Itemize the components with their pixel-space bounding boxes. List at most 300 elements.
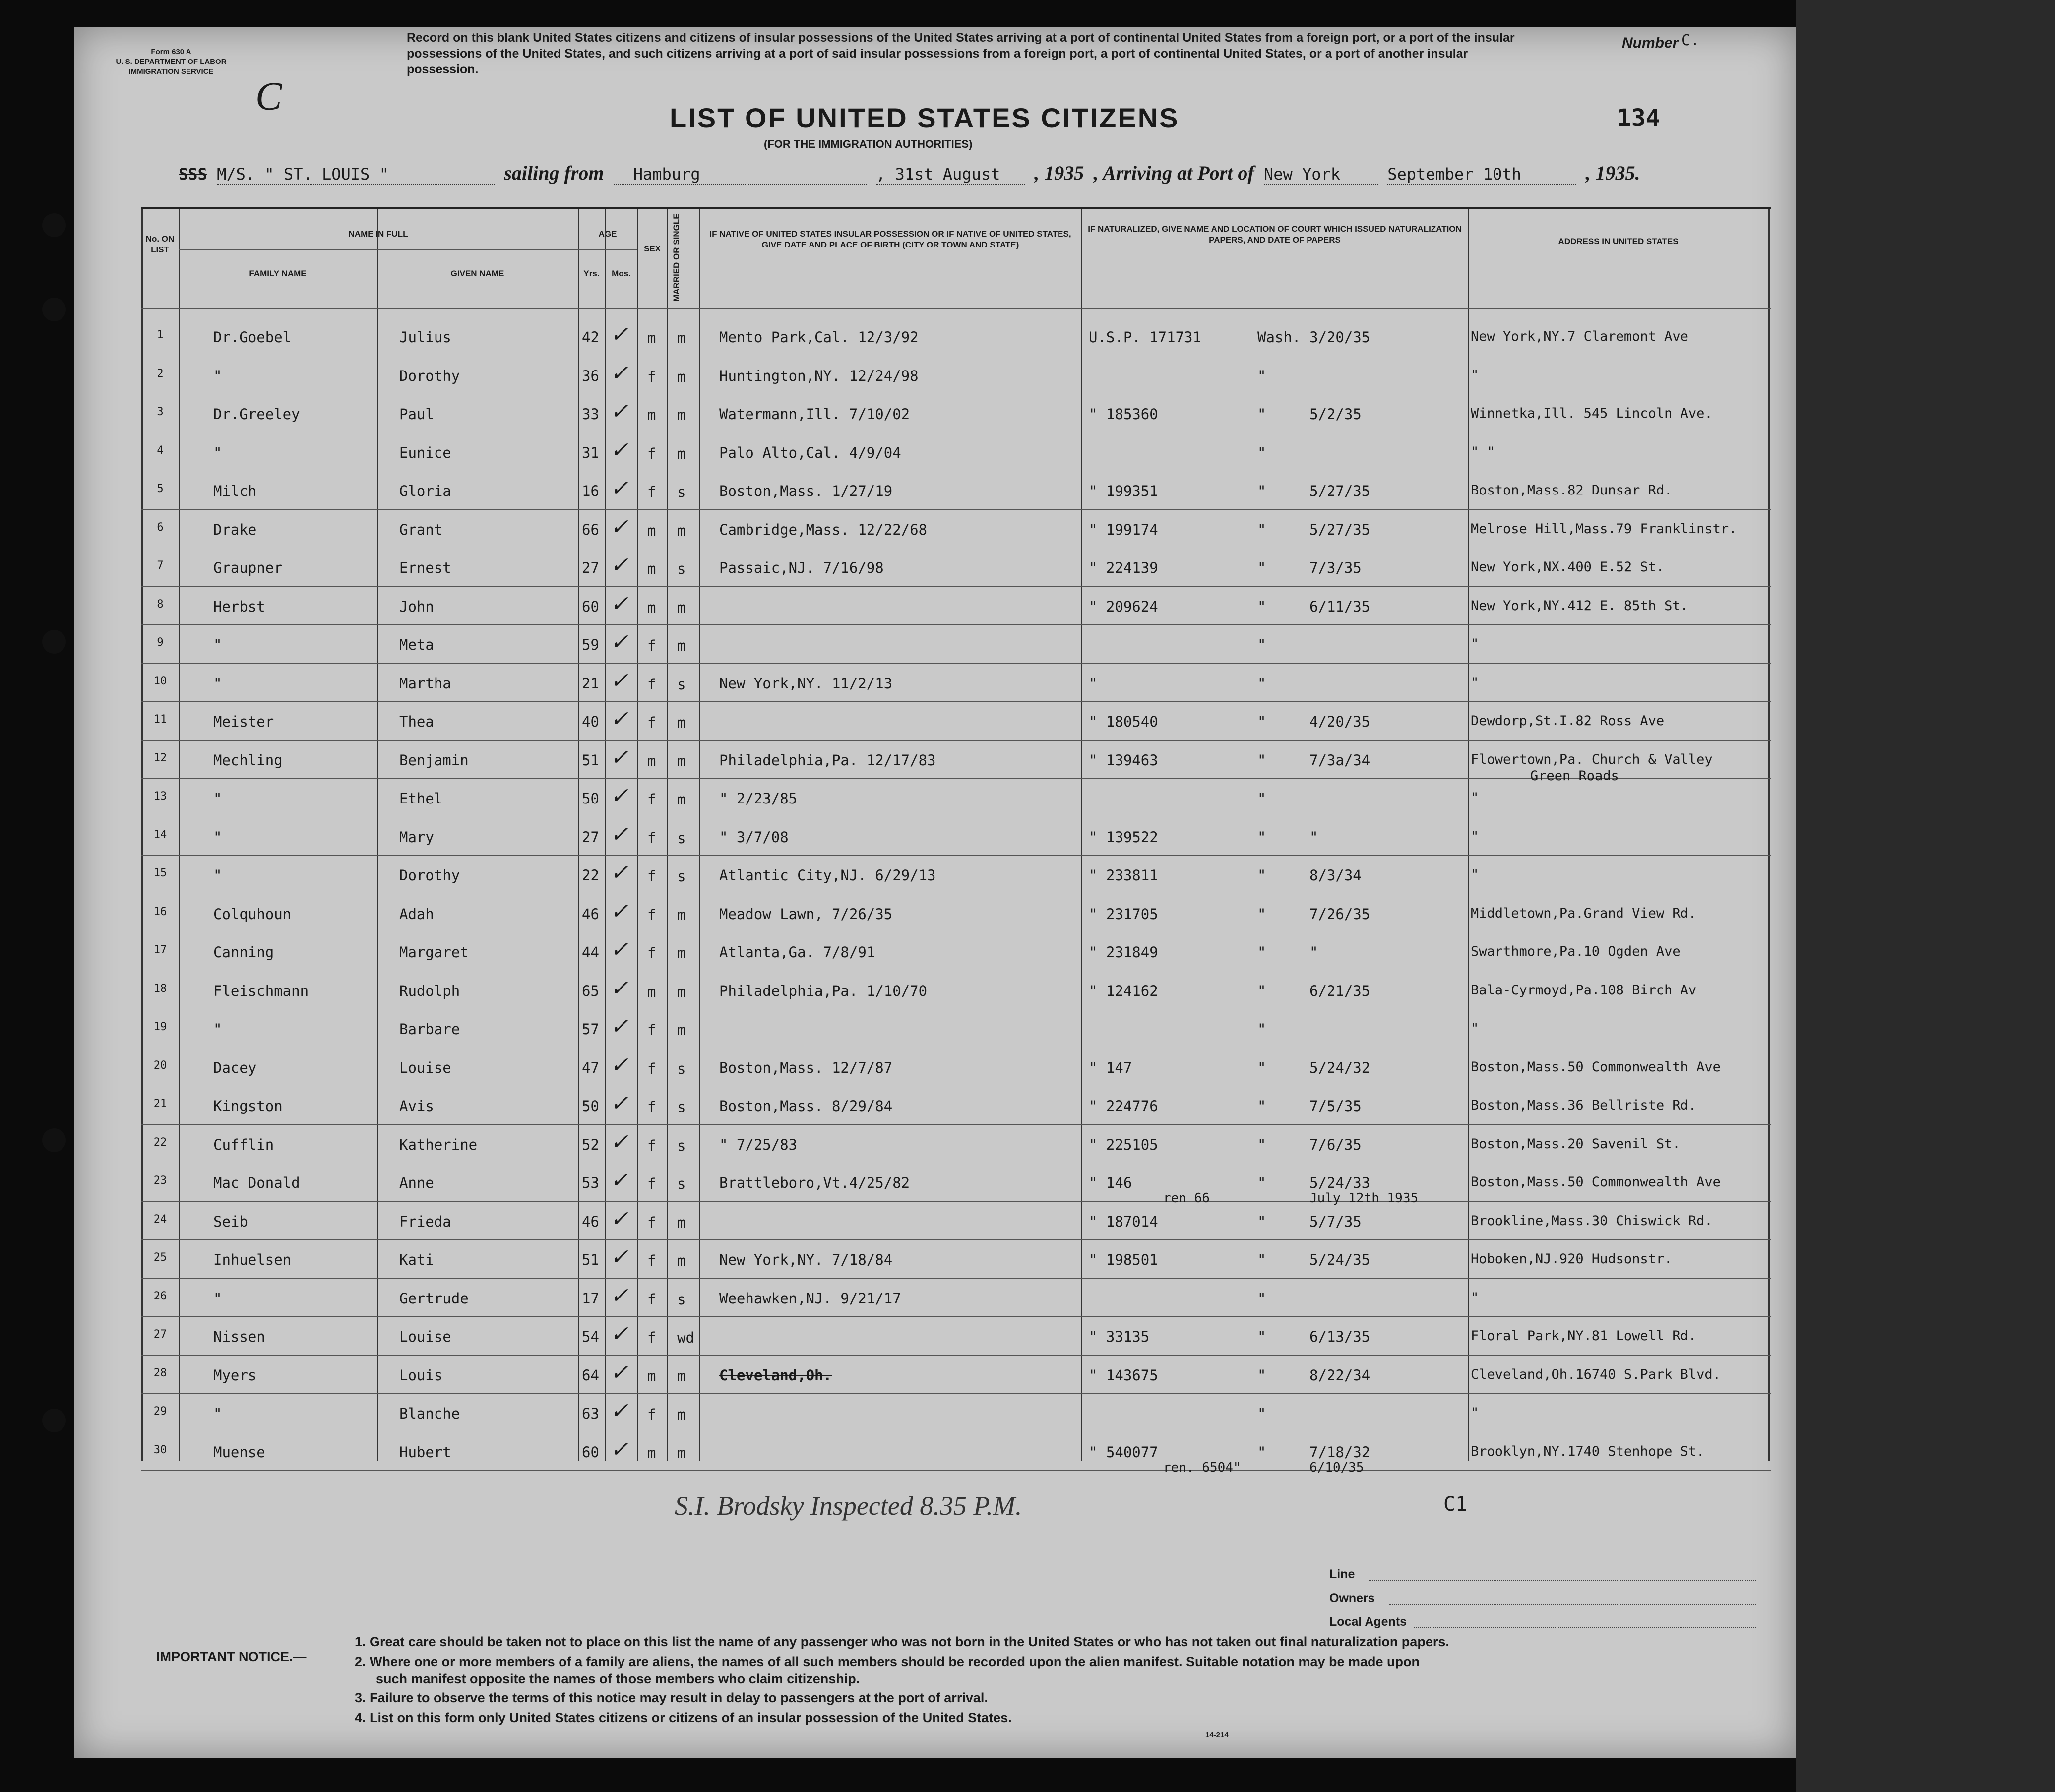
naturalization-court: " xyxy=(1257,1443,1266,1461)
notice-item: 4. List on this form only United States citizens or citizens of an insular possession of the United States. xyxy=(355,1710,1012,1725)
naturalization-date: " xyxy=(1309,944,1318,961)
age-years: 21 xyxy=(582,675,599,692)
sex: f xyxy=(647,676,656,693)
age-months-check: ✓ xyxy=(610,1360,628,1385)
us-address: " xyxy=(1471,1021,1479,1036)
given-name: Kati xyxy=(399,1251,434,1268)
given-name: Rudolph xyxy=(399,982,460,999)
naturalization-court: " xyxy=(1257,713,1266,730)
age-months-check: ✓ xyxy=(610,861,628,885)
sex: m xyxy=(647,599,656,616)
age-months-check: ✓ xyxy=(610,937,628,962)
marital-status: s xyxy=(677,560,686,577)
marital-status: m xyxy=(677,945,686,962)
age-months-check: ✓ xyxy=(610,1283,628,1308)
age-years: 46 xyxy=(582,905,599,923)
naturalization-court: " xyxy=(1257,406,1266,423)
naturalization-court: " xyxy=(1257,982,1266,999)
age-months-check: ✓ xyxy=(610,899,628,924)
sex: m xyxy=(647,407,656,424)
us-address: New York,NY.7 Claremont Ave xyxy=(1471,329,1688,344)
footer-local-agents-field xyxy=(1414,1627,1756,1628)
sex: f xyxy=(647,368,656,385)
given-name: Julius xyxy=(399,329,451,346)
sex: f xyxy=(647,714,656,731)
naturalization-court: " xyxy=(1257,1059,1266,1076)
place-of-birth: Boston,Mass. 1/27/19 xyxy=(719,483,893,499)
given-name: Margaret xyxy=(399,944,469,961)
col-name-in-full: NAME IN FULL xyxy=(348,229,408,239)
naturalization-court: " xyxy=(1257,1098,1266,1114)
sex: f xyxy=(647,1099,656,1115)
naturalization-court: " xyxy=(1257,905,1266,923)
given-name: Barbare xyxy=(399,1021,460,1038)
marital-status: s xyxy=(677,1175,686,1192)
footer-line-label: Line xyxy=(1329,1567,1355,1581)
age-years: 65 xyxy=(582,982,599,999)
table-column-rule xyxy=(667,209,668,1461)
age-months-check: ✓ xyxy=(610,591,628,616)
us-address: Winnetka,Ill. 545 Lincoln Ave. xyxy=(1471,406,1713,421)
row-number: 15 xyxy=(153,867,167,879)
table-column-rule xyxy=(578,209,579,1461)
naturalization-certificate: " 540077 xyxy=(1089,1443,1158,1461)
us-address-continued: Green Roads xyxy=(1530,768,1619,784)
marital-status: s xyxy=(677,1060,686,1077)
naturalization-date: 7/3/35 xyxy=(1309,559,1362,576)
sex: f xyxy=(647,945,656,962)
naturalization-court: Wash. xyxy=(1257,329,1301,346)
us-address: Brooklyn,NY.1740 Stenhope St. xyxy=(1471,1443,1705,1459)
us-address: Flowertown,Pa. Church & Valley xyxy=(1471,751,1713,767)
table-row-rule xyxy=(141,1278,1771,1279)
marital-status: m xyxy=(677,407,686,424)
age-years: 31 xyxy=(582,444,599,461)
family-name: Canning xyxy=(213,944,274,961)
age-years: 51 xyxy=(582,751,599,769)
page-number: 134 xyxy=(1617,104,1660,132)
age-months-check: ✓ xyxy=(610,1322,628,1346)
family-name: Myers xyxy=(213,1366,257,1384)
naturalization-court: " xyxy=(1257,790,1266,807)
sex: f xyxy=(647,1406,656,1423)
place-of-birth: " 3/7/08 xyxy=(719,828,789,846)
notice-item: such manifest opposite the names of those members who claim citizenship. xyxy=(376,1671,860,1686)
family-name: Cufflin xyxy=(213,1136,274,1153)
table-row-rule xyxy=(141,586,1771,587)
age-years: 59 xyxy=(582,636,599,653)
table-row-rule xyxy=(141,701,1771,702)
table-row-rule xyxy=(141,740,1771,741)
naturalization-court: " xyxy=(1257,521,1266,538)
naturalization-date: 8/3/34 xyxy=(1309,867,1362,884)
naturalization-certificate: " 209624 xyxy=(1089,598,1158,615)
age-months-check: ✓ xyxy=(610,976,628,1000)
given-name: Frieda xyxy=(399,1213,451,1230)
age-years: 42 xyxy=(582,329,599,346)
age-months-check: ✓ xyxy=(610,1168,628,1192)
given-name: Hubert xyxy=(399,1443,451,1461)
row-number: 24 xyxy=(153,1213,167,1226)
table-column-rule xyxy=(141,209,143,1461)
arriving-label: , Arriving at Port of xyxy=(1093,162,1254,184)
ship-name: M/S. " ST. LOUIS " xyxy=(217,165,495,185)
given-name: Grant xyxy=(399,521,443,538)
table-column-rule xyxy=(699,209,700,1461)
sex: f xyxy=(647,829,656,847)
place-of-birth: Cleveland,Oh. xyxy=(719,1366,832,1384)
age-years: 27 xyxy=(582,559,599,576)
place-of-birth: " 7/25/83 xyxy=(719,1136,798,1153)
naturalization-date: 5/24/32 xyxy=(1309,1059,1370,1076)
us-address: Boston,Mass.20 Savenil St. xyxy=(1471,1136,1681,1152)
table-column-rule xyxy=(1081,209,1082,1461)
marital-status: wd xyxy=(677,1329,694,1346)
naturalization-certificate: U.S.P. 171731 xyxy=(1089,329,1201,346)
family-name: Seib xyxy=(213,1213,248,1230)
family-name: Mac Donald xyxy=(213,1174,300,1191)
row-number: 19 xyxy=(153,1021,167,1033)
us-address: Bala-Cyrmoyd,Pa.108 Birch Av xyxy=(1471,982,1697,998)
sex: f xyxy=(647,906,656,924)
naturalization-certificate: " 139522 xyxy=(1089,828,1158,846)
table-column-rule xyxy=(1768,209,1770,1461)
col-place-of-birth: IF NATIVE OF UNITED STATES INSULAR POSSESSION OR IF NATIVE OF UNITED STATES, GIVE DATE AND PLACE OF BIRTH (CITY OR TOWN AND STATE) xyxy=(709,229,1071,249)
naturalization-date: 5/24/35 xyxy=(1309,1251,1370,1268)
us-address: " xyxy=(1471,1405,1479,1421)
departure-date: , 31st August xyxy=(876,165,1025,185)
family-name: Dacey xyxy=(213,1059,257,1076)
family-name: " xyxy=(213,675,222,692)
naturalization-court: " xyxy=(1257,367,1266,384)
given-name: Dorothy xyxy=(399,367,460,384)
arrival-date: September 10th xyxy=(1387,165,1576,185)
naturalization-certificate: " 231705 xyxy=(1089,905,1158,923)
us-address: " xyxy=(1471,867,1479,882)
naturalization-date: 7/18/32 xyxy=(1309,1443,1370,1461)
us-address: Boston,Mass.50 Commonwealth Ave xyxy=(1471,1059,1721,1075)
sex: m xyxy=(647,330,656,347)
us-address: Brookline,Mass.30 Chiswick Rd. xyxy=(1471,1213,1713,1229)
age-years: 66 xyxy=(582,521,599,538)
age-years: 50 xyxy=(582,1098,599,1114)
marital-status: m xyxy=(677,330,686,347)
family-name: Milch xyxy=(213,483,257,499)
sex: f xyxy=(647,1175,656,1192)
sex: m xyxy=(647,522,656,539)
naturalization-court: " xyxy=(1257,1290,1266,1307)
naturalization-date: 8/22/34 xyxy=(1309,1366,1370,1384)
place-of-birth: Palo Alto,Cal. 4/9/04 xyxy=(719,444,901,461)
age-years: 54 xyxy=(582,1328,599,1345)
place-of-birth: New York,NY. 7/18/84 xyxy=(719,1251,893,1268)
family-name: Meister xyxy=(213,713,274,730)
naturalization-certificate: " 224139 xyxy=(1089,559,1158,576)
form-code: 14-214 xyxy=(1205,1731,1229,1739)
naturalization-certificate: " 198501 xyxy=(1089,1251,1158,1268)
age-years: 36 xyxy=(582,367,599,384)
sex: f xyxy=(647,1137,656,1154)
place-of-birth: Passaic,NJ. 7/16/98 xyxy=(719,559,884,576)
naturalization-court: " xyxy=(1257,867,1266,884)
naturalization-certificate: " 147 xyxy=(1089,1059,1132,1076)
age-years: 64 xyxy=(582,1366,599,1384)
place-of-birth: Brattleboro,Vt.4/25/82 xyxy=(719,1174,910,1191)
form-service: IMMIGRATION SERVICE xyxy=(128,67,214,76)
place-of-birth: Philadelphia,Pa. 12/17/83 xyxy=(719,751,936,769)
us-address: Melrose Hill,Mass.79 Franklinstr. xyxy=(1471,521,1737,537)
passenger-table xyxy=(141,207,1771,1475)
age-months-check: ✓ xyxy=(610,745,628,770)
naturalization-certificate: " 199174 xyxy=(1089,521,1158,538)
us-address: Floral Park,NY.81 Lowell Rd. xyxy=(1471,1328,1697,1344)
us-address: " xyxy=(1471,1290,1479,1305)
row-number: 4 xyxy=(157,444,164,457)
naturalization-date: 6/11/35 xyxy=(1309,598,1370,615)
naturalization-court: " xyxy=(1257,1136,1266,1153)
row-number: 6 xyxy=(157,521,164,534)
table-row-rule xyxy=(141,1393,1771,1394)
marital-status: s xyxy=(677,484,686,500)
row-number: 8 xyxy=(157,598,164,611)
naturalization-date: 6/21/35 xyxy=(1309,982,1370,999)
place-of-birth: Philadelphia,Pa. 1/10/70 xyxy=(719,982,928,999)
naturalization-certificate: " 233811 xyxy=(1089,867,1158,884)
family-name: " xyxy=(213,867,222,884)
us-address: Hoboken,NJ.920 Hudsonstr. xyxy=(1471,1251,1673,1267)
marital-status: m xyxy=(677,637,686,654)
table-row-rule xyxy=(141,509,1771,510)
age-years: 60 xyxy=(582,1443,599,1461)
given-name: Dorothy xyxy=(399,867,460,884)
marital-status: m xyxy=(677,906,686,924)
family-name: " xyxy=(213,636,222,653)
given-name: Ernest xyxy=(399,559,451,576)
row-number: 11 xyxy=(153,713,167,726)
family-name: Kingston xyxy=(213,1098,283,1114)
naturalization-date: 6/13/35 xyxy=(1309,1328,1370,1345)
binder-hole xyxy=(42,1128,66,1152)
naturalization-court: " xyxy=(1257,1251,1266,1268)
age-months-check: ✓ xyxy=(610,707,628,731)
naturalization-certificate: " 143675 xyxy=(1089,1366,1158,1384)
sex: f xyxy=(647,1252,656,1269)
binder-hole xyxy=(42,213,66,237)
marital-status: s xyxy=(677,1099,686,1115)
us-address: Boston,Mass.82 Dunsar Rd. xyxy=(1471,483,1673,498)
given-name: Martha xyxy=(399,675,451,692)
us-address: New York,NY.412 E. 85th St. xyxy=(1471,598,1688,614)
naturalization-court: " xyxy=(1257,1213,1266,1230)
given-name: Adah xyxy=(399,905,434,923)
naturalization-certificate: " 124162 xyxy=(1089,982,1158,999)
row-number: 20 xyxy=(153,1059,167,1072)
given-name: Louis xyxy=(399,1366,443,1384)
naturalization-date: " xyxy=(1309,828,1318,846)
given-name: Mary xyxy=(399,828,434,846)
naturalization-date: 4/20/35 xyxy=(1309,713,1370,730)
us-address: New York,NX.400 E.52 St. xyxy=(1471,559,1665,575)
marital-status: m xyxy=(677,1406,686,1423)
given-name: Gloria xyxy=(399,483,451,499)
marital-status: m xyxy=(677,445,686,462)
table-row-rule xyxy=(141,1316,1771,1317)
age-years: 40 xyxy=(582,713,599,730)
footer-owners-label: Owners xyxy=(1329,1591,1375,1605)
family-name: Drake xyxy=(213,521,257,538)
port-of-departure: Hamburg xyxy=(614,165,867,185)
row-number: 14 xyxy=(153,828,167,841)
family-name: " xyxy=(213,444,222,461)
family-name: Fleischmann xyxy=(213,982,309,999)
family-name: Muense xyxy=(213,1443,265,1461)
table-column-rule xyxy=(605,209,606,1461)
col-address: ADDRESS IN UNITED STATES xyxy=(1558,237,1679,246)
col-married-or-single: MARRIED OR SINGLE xyxy=(672,213,681,302)
family-name: Dr.Goebel xyxy=(213,329,292,346)
given-name: Louise xyxy=(399,1328,451,1345)
marital-status: s xyxy=(677,676,686,693)
us-address: " xyxy=(1471,636,1479,652)
us-address: Middletown,Pa.Grand View Rd. xyxy=(1471,905,1697,921)
table-column-rule xyxy=(377,209,378,1461)
place-of-birth: Huntington,NY. 12/24/98 xyxy=(719,367,919,384)
row-number: 10 xyxy=(153,675,167,687)
row-number: 1 xyxy=(157,329,164,341)
marital-status: m xyxy=(677,1214,686,1231)
naturalization-court: " xyxy=(1257,751,1266,769)
naturalization-certificate: " 225105 xyxy=(1089,1136,1158,1153)
place-of-birth: Atlanta,Ga. 7/8/91 xyxy=(719,944,875,961)
naturalization-date: 5/7/35 xyxy=(1309,1213,1362,1230)
marital-status: m xyxy=(677,752,686,770)
row-number: 29 xyxy=(153,1405,167,1418)
row-number: 21 xyxy=(153,1098,167,1110)
family-name: " xyxy=(213,367,222,384)
col-naturalization: IF NATURALIZED, GIVE NAME AND LOCATION OF COURT WHICH ISSUED NATURALIZATION PAPERS, AND DATE OF PAPERS xyxy=(1088,224,1462,245)
us-address: Cleveland,Oh.16740 S.Park Blvd. xyxy=(1471,1366,1721,1382)
departure-year: , 1935 xyxy=(1034,162,1084,184)
family-name: Nissen xyxy=(213,1328,265,1345)
family-name: " xyxy=(213,1021,222,1038)
age-months-check: ✓ xyxy=(610,1245,628,1269)
notice-item: 2. Where one or more members of a family are aliens, the names of all such members should be recorded upon the alien manifest. Suitable notation may be made upon xyxy=(355,1654,1420,1669)
naturalization-date: 5/24/33 xyxy=(1309,1174,1370,1191)
row-number: 3 xyxy=(157,406,164,418)
place-of-birth: Boston,Mass. 12/7/87 xyxy=(719,1059,893,1076)
naturalization-renewal-date: 6/10/35 xyxy=(1309,1460,1364,1475)
age-months-check: ✓ xyxy=(610,784,628,808)
age-years: 50 xyxy=(582,790,599,807)
sailing-from-label: sailing from xyxy=(504,162,604,184)
place-of-birth: Atlantic City,NJ. 6/29/13 xyxy=(719,867,936,884)
marital-status: m xyxy=(677,599,686,616)
footer-owners-field xyxy=(1389,1604,1756,1605)
c1-mark: C1 xyxy=(1443,1493,1468,1516)
given-name: John xyxy=(399,598,434,615)
naturalization-court: " xyxy=(1257,636,1266,653)
table-row-rule xyxy=(141,1470,1771,1471)
sex: f xyxy=(647,637,656,654)
sex: f xyxy=(647,1214,656,1231)
sex: m xyxy=(647,752,656,770)
binder-hole xyxy=(42,630,66,654)
sex: m xyxy=(647,560,656,577)
marital-status: m xyxy=(677,791,686,808)
us-address: " xyxy=(1471,367,1479,383)
place-of-birth: Boston,Mass. 8/29/84 xyxy=(719,1098,893,1114)
age-months-check: ✓ xyxy=(610,1091,628,1115)
notice-item: 3. Failure to observe the terms of this notice may result in delay to passengers at the port of arrival. xyxy=(355,1690,988,1705)
sex: m xyxy=(647,1367,656,1385)
family-name: Herbst xyxy=(213,598,265,615)
struck-vessel-prefix: SSS xyxy=(179,165,207,184)
age-months-check: ✓ xyxy=(610,553,628,577)
age-months-check: ✓ xyxy=(610,668,628,693)
naturalization-court: " xyxy=(1257,1328,1266,1345)
col-mos: Mos. xyxy=(612,269,631,278)
family-name: Dr.Greeley xyxy=(213,406,300,423)
number-value: C. xyxy=(1681,32,1700,49)
col-family-name: FAMILY NAME xyxy=(249,269,307,278)
marital-status: s xyxy=(677,829,686,847)
row-number: 5 xyxy=(157,483,164,495)
naturalization-renewal: ren. 6504" xyxy=(1163,1460,1241,1475)
age-years: 17 xyxy=(582,1290,599,1307)
row-number: 9 xyxy=(157,636,164,649)
us-address: " " xyxy=(1471,444,1495,460)
naturalization-certificate: " 199351 xyxy=(1089,483,1158,499)
given-name: Avis xyxy=(399,1098,434,1114)
form-identifier xyxy=(104,47,238,77)
naturalization-court: " xyxy=(1257,559,1266,576)
place-of-birth: Watermann,Ill. 7/10/02 xyxy=(719,406,910,423)
given-name: Ethel xyxy=(399,790,443,807)
age-years: 44 xyxy=(582,944,599,961)
row-number: 22 xyxy=(153,1136,167,1149)
col-yrs: Yrs. xyxy=(583,269,600,278)
naturalization-renewal-date: July 12th 1935 xyxy=(1309,1191,1419,1206)
family-name: Mechling xyxy=(213,751,283,769)
us-address: " xyxy=(1471,828,1479,844)
row-number: 2 xyxy=(157,367,164,380)
table-row-rule xyxy=(141,855,1771,856)
naturalization-date: 7/6/35 xyxy=(1309,1136,1362,1153)
marital-status: m xyxy=(677,522,686,539)
age-years: 47 xyxy=(582,1059,599,1076)
given-name: Anne xyxy=(399,1174,434,1191)
naturalization-court: " xyxy=(1257,1174,1266,1191)
marital-status: m xyxy=(677,1444,686,1462)
family-name: " xyxy=(213,1290,222,1307)
col-given-name: GIVEN NAME xyxy=(450,269,504,278)
table-column-rule xyxy=(179,209,180,1461)
table-row-rule xyxy=(141,1124,1771,1125)
col-age: AGE xyxy=(598,229,617,239)
row-number: 30 xyxy=(153,1443,167,1456)
age-months-check: ✓ xyxy=(610,322,628,347)
given-name: Benjamin xyxy=(399,751,469,769)
us-address: " xyxy=(1471,675,1479,690)
table-column-rule xyxy=(637,209,638,1461)
naturalization-date: 5/27/35 xyxy=(1309,521,1370,538)
naturalization-court: " xyxy=(1257,1405,1266,1422)
sex: f xyxy=(647,1022,656,1039)
naturalization-court: " xyxy=(1257,598,1266,615)
naturalization-court: " xyxy=(1257,675,1266,692)
age-months-check: ✓ xyxy=(610,399,628,424)
naturalization-certificate: " 139463 xyxy=(1089,751,1158,769)
